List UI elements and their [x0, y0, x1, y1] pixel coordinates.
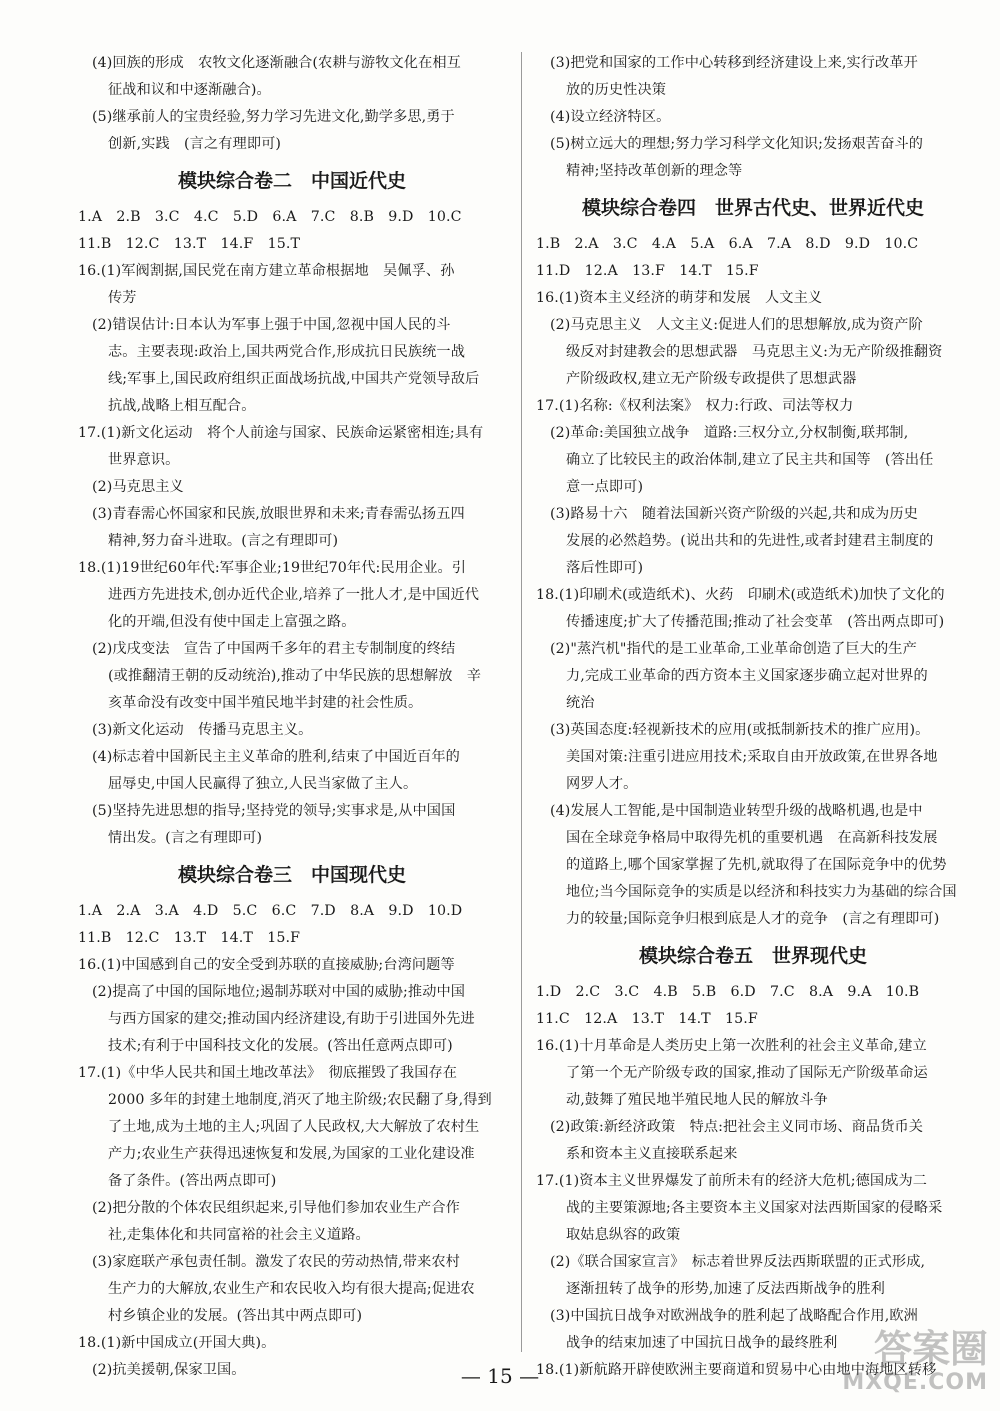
answer-line: 生产力的大解放,农业生产和农民收入均有很大提高;促进农 [108, 1281, 475, 1297]
answer-line: (或推翻清王朝的反动统治),推动了中华民族的思想解放 辛 [108, 668, 482, 684]
section-heading: 模块综合卷二 中国近代史 [177, 170, 406, 192]
answer-line: (2)抗美援朝,保家卫国。 [92, 1362, 246, 1378]
answer-line: 11.B 12.C 13.T 14.F 15.T [78, 236, 301, 252]
answer-line: 统治 [566, 695, 595, 711]
answer-line: (2)"蒸汽机"指代的是工业革命,工业革命创造了巨大的生产 [550, 641, 917, 657]
answer-line: (2)把分散的个体农民组织起来,引导他们参加农业生产合作 [92, 1200, 460, 1216]
answer-line: (5)坚持先进思想的指导;坚持党的领导;实事求是,从中国国 [92, 803, 456, 819]
right-column [536, 50, 970, 1384]
column-divider [521, 52, 522, 1352]
answer-line: 11.D 12.A 13.F 14.T 15.F [536, 263, 759, 279]
answer-line: 力的较量;国际竞争归根到底是人才的竞争 (言之有理即可) [566, 911, 940, 927]
answer-line: 战的主要策源地;各主要资本主义国家对法西斯国家的侵略采 [566, 1200, 943, 1216]
answer-line: (2)马克思主义 [92, 479, 184, 495]
answer-line: (3)新文化运动 传播马克思主义。 [92, 722, 313, 738]
answer-line: 地位;当今国际竞争的实质是以经济和科技实力为基础的综合国 [566, 884, 957, 900]
answer-line: (4)设立经济特区。 [550, 109, 671, 125]
answer-line: (3)路易十六 随着法国新兴资产阶级的兴起,共和成为历史 [550, 506, 918, 522]
answer-line: 1.D 2.C 3.C 4.B 5.B 6.D 7.C 8.A 9.A 10.B [536, 984, 920, 1000]
answer-line: (2)提高了中国的国际地位;遏制苏联对中国的威胁;推动中国 [92, 984, 466, 1000]
answer-line: 1.A 2.B 3.C 4.C 5.D 6.A 7.C 8.B 9.D 10.C [78, 209, 462, 225]
answer-line: 抗战,战略上相互配合。 [108, 398, 256, 414]
answer-line: 进西方先进技术,创办近代企业,培养了一批人才,是中国近代 [108, 587, 480, 603]
answer-line: 社,走集体化和共同富裕的社会主义道路。 [108, 1227, 370, 1243]
answer-line: 产力;农业生产获得迅速恢复和发展,为国家的工业化建设准 [108, 1146, 475, 1162]
answer-line: 与西方国家的建交;推动国内经济建设,有助于引进国外先进 [108, 1011, 475, 1027]
answer-line: (3)家庭联产承包责任制。激发了农民的劳动热情,带来农村 [92, 1254, 460, 1270]
answer-line: (3)青春需心怀国家和民族,放眼世界和未来;青春需弘扬五四 [92, 506, 465, 522]
answer-line: 17.(1)《中华人民共和国土地改革法》 彻底摧毁了我国存在 [78, 1065, 458, 1081]
answer-line: 世界意识。 [108, 452, 180, 468]
answer-line: (5)树立远大的理想;努力学习科学文化知识;发扬艰苦奋斗的 [550, 136, 924, 152]
answer-line: (4)发展人工智能,是中国制造业转型升级的战略机遇,也是中 [550, 803, 923, 819]
answer-line: (2)政策:新经济政策 特点:把社会主义同市场、商品货币关 [550, 1119, 924, 1135]
answer-line: 传芳 [108, 290, 137, 306]
left-column [78, 50, 506, 1384]
answer-line: 17.(1)资本主义世界爆发了前所未有的经济大危机;德国成为二 [536, 1173, 928, 1189]
answer-line: 创新,实践 (言之有理即可) [108, 136, 282, 152]
answer-line: 11.C 12.A 13.T 14.T 15.F [536, 1011, 758, 1027]
answer-line: 17.(1)名称:《权利法案》 权力:行政、司法等权力 [536, 398, 854, 414]
answer-line: 网罗人才。 [566, 776, 638, 792]
answer-line: 落后性即可) [566, 560, 644, 576]
answer-line: 备了条件。(答出两点即可) [108, 1173, 277, 1189]
answer-line: 16.(1)军阀割据,国民党在南方建立革命根据地 吴佩孚、孙 [78, 263, 455, 279]
section-heading: 模块综合卷三 中国现代史 [177, 864, 406, 886]
answer-line: 逐渐扭转了战争的形势,加速了反法西斯战争的胜利 [566, 1281, 885, 1297]
answer-line: 征战和议和中逐渐融合)。 [108, 82, 271, 98]
answer-line: (2)马克思主义 人文主义:促进人们的思想解放,成为资产阶 [550, 317, 923, 333]
answer-line: 战争的结束加速了中国抗日战争的最终胜利 [566, 1335, 838, 1351]
answer-line: 国在全球竞争格局中取得先机的重要机遇 在高新科技发展 [566, 830, 938, 846]
answer-line: 1.B 2.A 3.C 4.A 5.A 6.A 7.A 8.D 9.D 10.C [536, 236, 919, 252]
answer-line: 17.(1)新文化运动 将个人前途与国家、民族命运紧密相连;具有 [78, 425, 484, 441]
answer-line: 级反对封建教会的思想武器 马克思主义:为无产阶级推翻资 [566, 344, 943, 360]
answer-line: 意一点即可) [566, 479, 644, 495]
answer-line: 18.(1)19世纪60年代:军事企业;19世纪70年代:民用企业。引 [78, 560, 467, 576]
answer-line: 了土地,成为土地的主人;巩固了人民政权,大大解放了农村生 [108, 1119, 480, 1135]
answer-line: 力,完成工业革命的西方资本主义国家逐步确立起对世界的 [566, 668, 928, 684]
answer-line: 16.(1)十月革命是人类历史上第一次胜利的社会主义革命,建立 [536, 1038, 927, 1054]
answer-line: 发展的必然趋势。(说出共和的先进性,或者封建君主制度的 [566, 533, 934, 549]
answer-line: (3)英国态度:轻视新技术的应用(或抵制新技术的推广应用)。 [550, 722, 930, 738]
answer-line: 情出发。(言之有理即可) [108, 830, 263, 846]
answer-line: 屈辱史,中国人民赢得了独立,人民当家做了主人。 [108, 776, 418, 792]
answer-line: (4)回族的形成 农牧文化逐渐融合(农耕与游牧文化在相互 [92, 55, 461, 71]
answer-line: (3)把党和国家的工作中心转移到经济建设上来,实行改革开 [550, 55, 918, 71]
answer-line: 1.A 2.A 3.A 4.D 5.C 6.C 7.D 8.A 9.D 10.D [78, 903, 463, 919]
answer-line: 了第一个无产阶级专政的国家,推动了国际无产阶级革命运 [566, 1065, 928, 1081]
answer-line: 美国对策:注重引进应用技术;采取自由开放政策,在世界各地 [566, 749, 938, 765]
answer-line: 传播速度;扩大了传播范围;推动了社会变革 (答出两点即可) [566, 614, 945, 630]
answer-line: 18.(1)新航路开辟使欧洲主要商道和贸易中心由地中海地区转移 [536, 1362, 937, 1378]
answer-line: (2)《联合国家宣言》 标志着世界反法西斯联盟的正式形成, [550, 1254, 926, 1270]
answer-line: 村乡镇企业的发展。(答出其中两点即可) [108, 1308, 363, 1324]
answer-line: 产阶级政权,建立无产阶级专政提供了思想武器 [566, 371, 857, 387]
answer-line: (2)错误估计:日本认为军事上强于中国,忽视中国人民的斗 [92, 317, 451, 333]
answer-line: 动,鼓舞了殖民地半殖民地人民的解放斗争 [566, 1092, 828, 1108]
answer-line: 亥革命没有改变中国半殖民地半封建的社会性质。 [108, 695, 423, 711]
answer-line: 技术;有利于中国科技文化的发展。(答出任意两点即可) [108, 1038, 453, 1054]
watermark-title: 答案圈 [873, 1327, 988, 1371]
watermark-url: MXQE.COM [842, 1370, 988, 1395]
answer-line: 精神;坚持改革创新的理念等 [566, 163, 743, 179]
page-number: — 15 — [460, 1364, 540, 1388]
answer-line: 16.(1)资本主义经济的萌芽和发展 人文主义 [536, 290, 823, 306]
answer-line: 志。主要表现:政治上,国共两党合作,形成抗日民族统一战 [108, 344, 466, 360]
answer-line: 11.B 12.C 13.T 14.T 15.F [78, 930, 301, 946]
answer-line: (5)继承前人的宝贵经验,努力学习先进文化,勤学多思,勇于 [92, 109, 455, 125]
answer-line: 放的历史性决策 [566, 82, 667, 98]
answer-line: 化的开端,但没有使中国走上富强之路。 [108, 614, 356, 630]
answer-line: 2000 多年的封建土地制度,消灭了地主阶级;农民翻了身,得到 [108, 1092, 492, 1108]
answer-line: 的道路上,哪个国家掌握了先机,就取得了在国际竞争中的优势 [566, 857, 947, 873]
watermark-logo [820, 1328, 988, 1402]
answer-line: 精神,努力奋斗进取。(言之有理即可) [108, 533, 339, 549]
answer-line: 线;军事上,国民政府组织正面战场抗战,中国共产党领导敌后 [108, 371, 480, 387]
answer-line: 16.(1)中国感到自己的安全受到苏联的直接威胁;台湾问题等 [78, 957, 455, 973]
answer-line: 18.(1)新中国成立(开国大典)。 [78, 1335, 276, 1351]
section-heading: 模块综合卷五 世界现代史 [638, 945, 867, 967]
answer-line: 取姑息纵容的政策 [566, 1227, 681, 1243]
answer-line: 系和资本主义直接联系起来 [566, 1146, 738, 1162]
answer-line: (2)戊戌变法 宣告了中国两千多年的君主专制制度的终结 [92, 641, 456, 657]
answer-line: (4)标志着中国新民主主义革命的胜利,结束了中国近百年的 [92, 749, 460, 765]
section-heading: 模块综合卷四 世界古代史、世界近代史 [581, 197, 924, 219]
answer-line: 18.(1)印刷术(或造纸术)、火药 印刷术(或造纸术)加快了文化的 [536, 587, 945, 603]
answer-line: (3)中国抗日战争对欧洲战争的胜利起了战略配合作用,欧洲 [550, 1308, 918, 1324]
answer-line: (2)革命:美国独立战争 道路:三权分立,分权制衡,联邦制, [550, 425, 909, 441]
answer-line: 确立了比较民主的政治体制,建立了民主共和国等 (答出任 [566, 452, 934, 468]
